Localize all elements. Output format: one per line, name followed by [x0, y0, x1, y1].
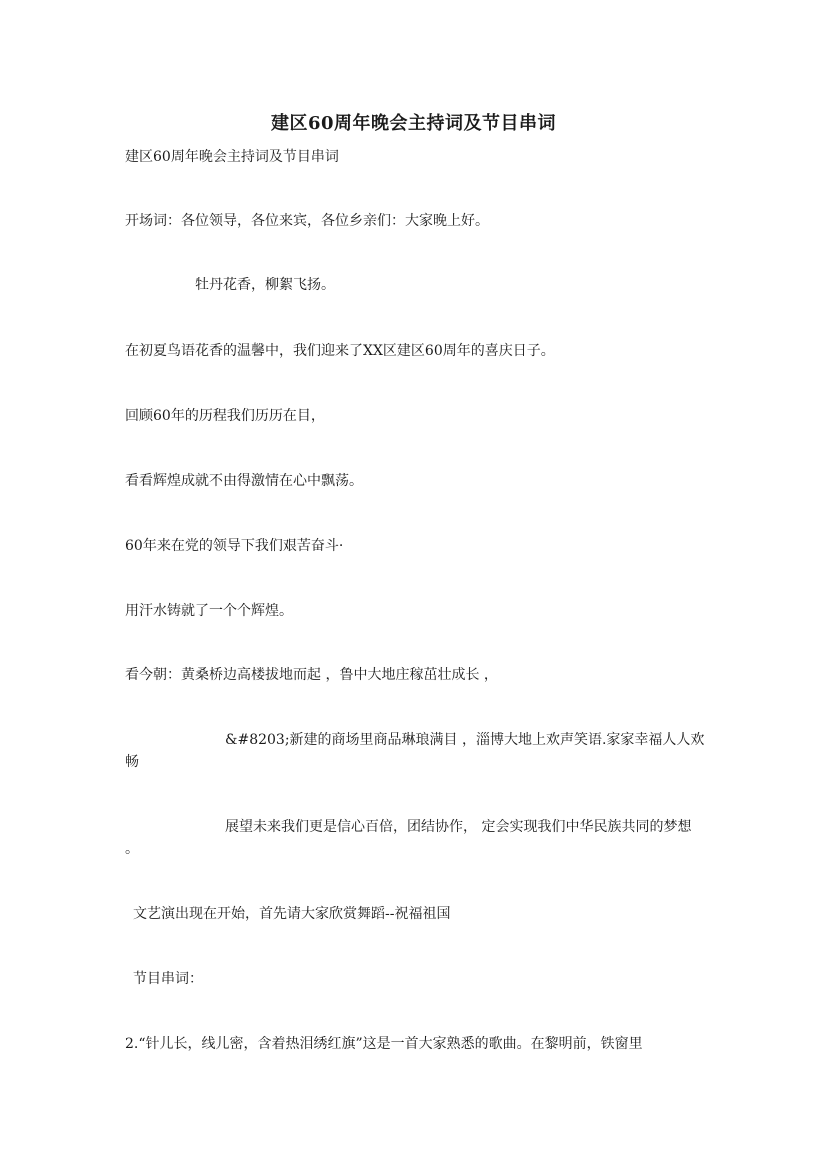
paragraph-60-years: 60年来在党的领导下我们艰苦奋斗· — [125, 538, 344, 554]
paragraph-performance-start: 文艺演出现在开始，首先请大家欣赏舞蹈--祝福祖国 — [133, 906, 451, 922]
paragraph-review: 回顾60年的历程我们历历在目， — [125, 408, 325, 424]
document-title: 建区60周年晚会主持词及节目串词 — [270, 113, 557, 134]
paragraph-future: 展望未来我们更是信心百倍，团结协作， 定会实现我们中华民族共同的梦想 。 — [125, 819, 692, 857]
paragraph-early-summer: 在初夏鸟语花香的温馨中，我们迎来了XX区建区60周年的喜庆日子。 — [125, 343, 555, 359]
paragraph-song-intro: 2.“针儿长，线儿密，含着热泪绣红旗”这是一首大家熟悉的歌曲。在黎明前，铁窗里 — [125, 1036, 643, 1052]
paragraph-sweat: 用汗水铸就了一个个辉煌。 — [125, 603, 293, 619]
paragraph-opening: 开场词：各位领导，各位来宾，各位乡亲们：大家晚上好。 — [125, 213, 489, 229]
paragraph-today: 看今朝：黄桑桥边高楼拔地而起 ，鲁中大地庄稼茁壮成长 ， — [125, 667, 498, 683]
paragraph-program-heading: 节目串词： — [133, 971, 203, 987]
paragraph-peony: 牡丹花香，柳絮飞扬。 — [195, 277, 335, 293]
paragraph-subtitle: 建区60周年晚会主持词及节目串词 — [125, 149, 339, 165]
paragraph-achievements: 看看辉煌成就不由得激情在心中飘荡。 — [125, 473, 363, 489]
paragraph-mall: &#8203;新建的商场里商品琳琅满目 ，淄博大地上欢声笑语.家家幸福人人欢畅 — [125, 732, 705, 770]
